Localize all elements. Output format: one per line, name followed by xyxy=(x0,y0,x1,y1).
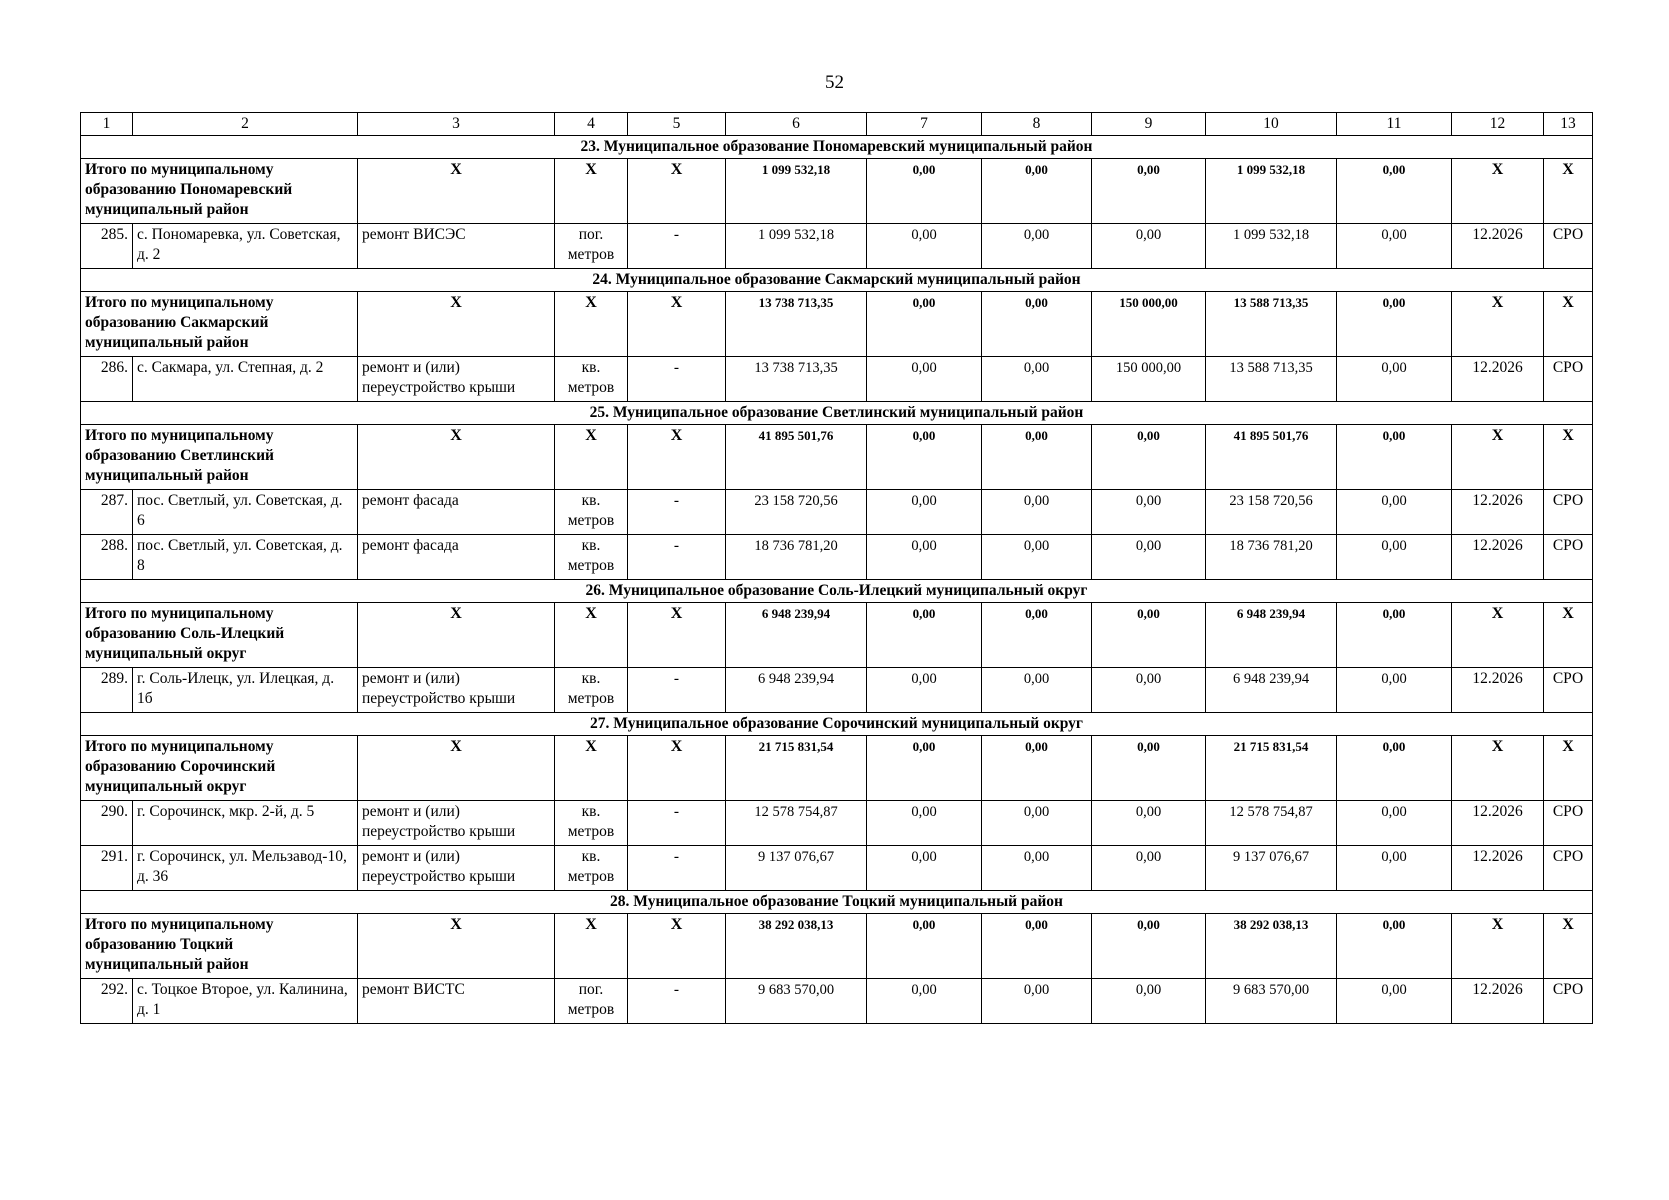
amount-cell: 0,00 xyxy=(982,357,1092,402)
amount-cell: 0,00 xyxy=(1092,801,1206,846)
row-number: 286. xyxy=(81,357,133,402)
section-header-row xyxy=(81,269,1593,292)
work-type-cell: ремонт ВИСТС xyxy=(358,979,555,1024)
amount-cell: 0,00 xyxy=(1337,490,1452,535)
address-cell: с. Сакмара, ул. Степная, д. 2 xyxy=(133,357,358,402)
total-amount: 0,00 xyxy=(1337,425,1452,490)
work-type-cell: ремонт и (или) переустройство крыши xyxy=(358,801,555,846)
amount-cell: 12 578 754,87 xyxy=(726,801,867,846)
unit-cell: пог. метров xyxy=(555,224,628,269)
section-title: 23. Муниципальное образование Пономаревский муниципальный район xyxy=(81,136,1593,159)
column-header: 12 xyxy=(1452,113,1544,136)
total-cell: X xyxy=(358,159,555,224)
total-cell: X xyxy=(1452,736,1544,801)
total-label: Итого по муниципальному образованию Сакмарский муниципальный район xyxy=(81,292,358,357)
work-type-cell: ремонт и (или) переустройство крыши xyxy=(358,668,555,713)
work-type-cell: ремонт фасада xyxy=(358,535,555,580)
total-cell: X xyxy=(1544,159,1593,224)
page-number: 52 xyxy=(825,72,844,93)
column-header: 1 xyxy=(81,113,133,136)
total-amount: 0,00 xyxy=(867,425,982,490)
total-amount: 41 895 501,76 xyxy=(726,425,867,490)
total-cell: X xyxy=(358,914,555,979)
column-header: 9 xyxy=(1092,113,1206,136)
amount-cell: 0,00 xyxy=(1092,490,1206,535)
table-body xyxy=(81,113,1593,1024)
work-type-cell: ремонт и (или) переустройство крыши xyxy=(358,357,555,402)
total-label: Итого по муниципальному образованию Пономаревский муниципальный район xyxy=(81,159,358,224)
table-row xyxy=(81,535,1593,580)
address-cell: г. Соль-Илецк, ул. Илецкая, д. 1б xyxy=(133,668,358,713)
total-amount: 13 588 713,35 xyxy=(1206,292,1337,357)
unit-cell: кв. метров xyxy=(555,535,628,580)
table-row xyxy=(81,490,1593,535)
total-amount: 1 099 532,18 xyxy=(726,159,867,224)
section-title: 26. Муниципальное образование Соль-Илецкий муниципальный округ xyxy=(81,580,1593,603)
column-header: 8 xyxy=(982,113,1092,136)
total-amount: 1 099 532,18 xyxy=(1206,159,1337,224)
total-amount: 21 715 831,54 xyxy=(1206,736,1337,801)
section-title: 27. Муниципальное образование Сорочинский муниципальный округ xyxy=(81,713,1593,736)
total-row xyxy=(81,736,1593,801)
amount-cell: 0,00 xyxy=(1092,224,1206,269)
total-amount: 0,00 xyxy=(1092,603,1206,668)
total-amount: 0,00 xyxy=(1092,736,1206,801)
total-label: Итого по муниципальному образованию Сорочинский муниципальный округ xyxy=(81,736,358,801)
unit-cell: пог. метров xyxy=(555,979,628,1024)
total-cell: X xyxy=(555,425,628,490)
address-cell: пос. Светлый, ул. Советская, д. 8 xyxy=(133,535,358,580)
row-number: 290. xyxy=(81,801,133,846)
total-label: Итого по муниципальному образованию Светлинский муниципальный район xyxy=(81,425,358,490)
deadline-cell: 12.2026 xyxy=(1452,979,1544,1024)
column-header: 4 xyxy=(555,113,628,136)
amount-cell: 0,00 xyxy=(867,846,982,891)
amount-cell: 23 158 720,56 xyxy=(1206,490,1337,535)
unit-cell: кв. метров xyxy=(555,490,628,535)
amount-cell: 0,00 xyxy=(867,668,982,713)
amount-cell: 0,00 xyxy=(867,357,982,402)
funding-method-cell: СРО xyxy=(1544,979,1593,1024)
table-row xyxy=(81,668,1593,713)
total-cell: X xyxy=(628,159,726,224)
total-cell: X xyxy=(1452,603,1544,668)
amount-cell: 0,00 xyxy=(982,224,1092,269)
total-amount: 0,00 xyxy=(982,425,1092,490)
total-amount: 6 948 239,94 xyxy=(1206,603,1337,668)
total-amount: 0,00 xyxy=(867,603,982,668)
amount-cell: 0,00 xyxy=(1337,668,1452,713)
amount-cell: 0,00 xyxy=(1092,668,1206,713)
table-row xyxy=(81,224,1593,269)
amount-cell: 0,00 xyxy=(867,490,982,535)
funding-method-cell: СРО xyxy=(1544,846,1593,891)
amount-cell: 0,00 xyxy=(1337,846,1452,891)
column-header: 2 xyxy=(133,113,358,136)
amount-cell: 0,00 xyxy=(982,846,1092,891)
total-amount: 0,00 xyxy=(982,736,1092,801)
column-header: 10 xyxy=(1206,113,1337,136)
row-number: 288. xyxy=(81,535,133,580)
total-cell: X xyxy=(555,914,628,979)
total-amount: 0,00 xyxy=(1337,914,1452,979)
amount-cell: 0,00 xyxy=(982,979,1092,1024)
total-cell: X xyxy=(555,159,628,224)
total-cell: X xyxy=(555,292,628,357)
amount-cell: 9 137 076,67 xyxy=(726,846,867,891)
section-header-row xyxy=(81,580,1593,603)
funding-method-cell: СРО xyxy=(1544,357,1593,402)
total-amount: 41 895 501,76 xyxy=(1206,425,1337,490)
amount-cell: 1 099 532,18 xyxy=(726,224,867,269)
deadline-cell: 12.2026 xyxy=(1452,801,1544,846)
amount-cell: 9 683 570,00 xyxy=(726,979,867,1024)
amount-cell: 150 000,00 xyxy=(1092,357,1206,402)
section-title: 25. Муниципальное образование Светлинский муниципальный район xyxy=(81,402,1593,425)
total-cell: X xyxy=(1544,292,1593,357)
table-row xyxy=(81,979,1593,1024)
total-amount: 0,00 xyxy=(867,292,982,357)
deadline-cell: 12.2026 xyxy=(1452,224,1544,269)
total-amount: 0,00 xyxy=(867,736,982,801)
amount-cell: 0,00 xyxy=(1337,357,1452,402)
total-amount: 38 292 038,13 xyxy=(726,914,867,979)
amount-cell: 0,00 xyxy=(1337,979,1452,1024)
capital-repair-table xyxy=(80,112,1593,1024)
total-amount: 0,00 xyxy=(982,914,1092,979)
amount-cell: 23 158 720,56 xyxy=(726,490,867,535)
row-number: 287. xyxy=(81,490,133,535)
unit-cell: кв. метров xyxy=(555,846,628,891)
total-cell: X xyxy=(628,914,726,979)
address-cell: г. Сорочинск, ул. Мельзавод-10, д. 36 xyxy=(133,846,358,891)
row-number: 291. xyxy=(81,846,133,891)
deadline-cell: 12.2026 xyxy=(1452,668,1544,713)
funding-method-cell: СРО xyxy=(1544,801,1593,846)
work-type-cell: ремонт фасада xyxy=(358,490,555,535)
total-label: Итого по муниципальному образованию Тоцкий муниципальный район xyxy=(81,914,358,979)
total-amount: 0,00 xyxy=(1092,914,1206,979)
amount-cell: 0,00 xyxy=(867,979,982,1024)
column-header: 5 xyxy=(628,113,726,136)
total-amount: 0,00 xyxy=(1337,292,1452,357)
amount-cell: 13 588 713,35 xyxy=(1206,357,1337,402)
amount-cell: 0,00 xyxy=(1337,801,1452,846)
unit-cell: кв. метров xyxy=(555,668,628,713)
amount-cell: 13 738 713,35 xyxy=(726,357,867,402)
amount-cell: 12 578 754,87 xyxy=(1206,801,1337,846)
total-cell: X xyxy=(1544,736,1593,801)
quantity-cell: - xyxy=(628,224,726,269)
amount-cell: 0,00 xyxy=(867,535,982,580)
section-header-row xyxy=(81,891,1593,914)
total-amount: 0,00 xyxy=(982,292,1092,357)
total-cell: X xyxy=(628,736,726,801)
total-cell: X xyxy=(628,292,726,357)
total-amount: 0,00 xyxy=(1092,159,1206,224)
total-amount: 0,00 xyxy=(867,159,982,224)
funding-method-cell: СРО xyxy=(1544,535,1593,580)
total-cell: X xyxy=(358,425,555,490)
column-header: 13 xyxy=(1544,113,1593,136)
amount-cell: 0,00 xyxy=(982,801,1092,846)
quantity-cell: - xyxy=(628,535,726,580)
amount-cell: 0,00 xyxy=(982,490,1092,535)
amount-cell: 9 683 570,00 xyxy=(1206,979,1337,1024)
row-number: 285. xyxy=(81,224,133,269)
section-header-row xyxy=(81,713,1593,736)
total-amount: 21 715 831,54 xyxy=(726,736,867,801)
total-cell: X xyxy=(358,736,555,801)
total-amount: 0,00 xyxy=(982,159,1092,224)
work-type-cell: ремонт и (или) переустройство крыши xyxy=(358,846,555,891)
quantity-cell: - xyxy=(628,846,726,891)
total-row xyxy=(81,914,1593,979)
total-cell: X xyxy=(628,425,726,490)
column-header: 3 xyxy=(358,113,555,136)
total-amount: 0,00 xyxy=(867,914,982,979)
total-amount: 150 000,00 xyxy=(1092,292,1206,357)
amount-cell: 1 099 532,18 xyxy=(1206,224,1337,269)
total-cell: X xyxy=(1452,292,1544,357)
total-cell: X xyxy=(1452,914,1544,979)
amount-cell: 0,00 xyxy=(1092,979,1206,1024)
amount-cell: 6 948 239,94 xyxy=(726,668,867,713)
section-title: 24. Муниципальное образование Сакмарский муниципальный район xyxy=(81,269,1593,292)
total-amount: 0,00 xyxy=(1337,736,1452,801)
table-row xyxy=(81,846,1593,891)
section-header-row xyxy=(81,136,1593,159)
amount-cell: 18 736 781,20 xyxy=(1206,535,1337,580)
column-header: 11 xyxy=(1337,113,1452,136)
total-amount: 0,00 xyxy=(982,603,1092,668)
amount-cell: 0,00 xyxy=(982,668,1092,713)
total-cell: X xyxy=(358,292,555,357)
column-header: 6 xyxy=(726,113,867,136)
deadline-cell: 12.2026 xyxy=(1452,490,1544,535)
amount-cell: 6 948 239,94 xyxy=(1206,668,1337,713)
total-cell: X xyxy=(1544,603,1593,668)
address-cell: с. Пономаревка, ул. Советская, д. 2 xyxy=(133,224,358,269)
address-cell: пос. Светлый, ул. Советская, д. 6 xyxy=(133,490,358,535)
total-amount: 6 948 239,94 xyxy=(726,603,867,668)
deadline-cell: 12.2026 xyxy=(1452,535,1544,580)
table-row xyxy=(81,801,1593,846)
total-cell: X xyxy=(1544,425,1593,490)
column-number-row xyxy=(81,113,1593,136)
deadline-cell: 12.2026 xyxy=(1452,846,1544,891)
total-row xyxy=(81,603,1593,668)
amount-cell: 0,00 xyxy=(982,535,1092,580)
work-type-cell: ремонт ВИСЭС xyxy=(358,224,555,269)
total-cell: X xyxy=(555,736,628,801)
total-row xyxy=(81,159,1593,224)
address-cell: г. Сорочинск, мкр. 2-й, д. 5 xyxy=(133,801,358,846)
quantity-cell: - xyxy=(628,668,726,713)
section-title: 28. Муниципальное образование Тоцкий муниципальный район xyxy=(81,891,1593,914)
amount-cell: 0,00 xyxy=(1092,846,1206,891)
amount-cell: 0,00 xyxy=(1337,535,1452,580)
total-label: Итого по муниципальному образованию Соль-Илецкий муниципальный округ xyxy=(81,603,358,668)
unit-cell: кв. метров xyxy=(555,801,628,846)
row-number: 289. xyxy=(81,668,133,713)
total-amount: 0,00 xyxy=(1092,425,1206,490)
column-header: 7 xyxy=(867,113,982,136)
section-header-row xyxy=(81,402,1593,425)
quantity-cell: - xyxy=(628,801,726,846)
total-amount: 13 738 713,35 xyxy=(726,292,867,357)
total-amount: 0,00 xyxy=(1337,603,1452,668)
total-cell: X xyxy=(628,603,726,668)
amount-cell: 0,00 xyxy=(867,801,982,846)
deadline-cell: 12.2026 xyxy=(1452,357,1544,402)
row-number: 292. xyxy=(81,979,133,1024)
quantity-cell: - xyxy=(628,979,726,1024)
total-amount: 0,00 xyxy=(1337,159,1452,224)
table-row xyxy=(81,357,1593,402)
total-amount: 38 292 038,13 xyxy=(1206,914,1337,979)
total-cell: X xyxy=(1544,914,1593,979)
total-cell: X xyxy=(358,603,555,668)
amount-cell: 18 736 781,20 xyxy=(726,535,867,580)
unit-cell: кв. метров xyxy=(555,357,628,402)
total-cell: X xyxy=(1452,159,1544,224)
amount-cell: 0,00 xyxy=(867,224,982,269)
funding-method-cell: СРО xyxy=(1544,224,1593,269)
total-row xyxy=(81,292,1593,357)
total-cell: X xyxy=(555,603,628,668)
amount-cell: 0,00 xyxy=(1337,224,1452,269)
quantity-cell: - xyxy=(628,357,726,402)
amount-cell: 9 137 076,67 xyxy=(1206,846,1337,891)
total-row xyxy=(81,425,1593,490)
funding-method-cell: СРО xyxy=(1544,490,1593,535)
address-cell: с. Тоцкое Второе, ул. Калинина, д. 1 xyxy=(133,979,358,1024)
quantity-cell: - xyxy=(628,490,726,535)
total-cell: X xyxy=(1452,425,1544,490)
funding-method-cell: СРО xyxy=(1544,668,1593,713)
amount-cell: 0,00 xyxy=(1092,535,1206,580)
